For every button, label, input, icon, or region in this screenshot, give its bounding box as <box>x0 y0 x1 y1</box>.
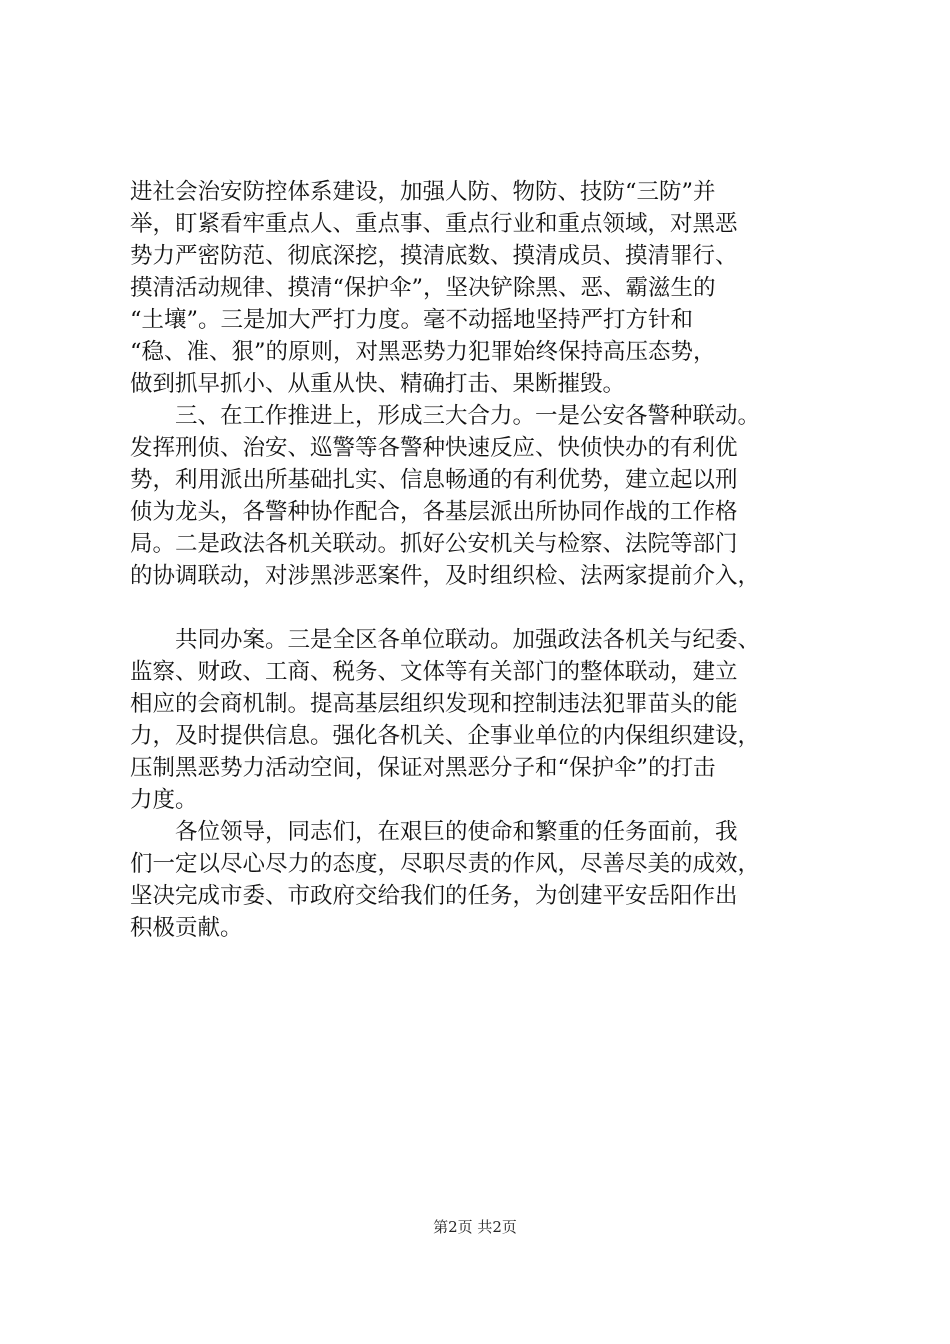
text-line: 侦为龙头，各警种协作配合，各基层派出所协同作战的工作格 <box>130 499 738 525</box>
text-line: 积极贡献。 <box>130 915 243 941</box>
text-line: 做到抓早抓小、从重从快、精确打击、果断摧毁。 <box>130 371 626 397</box>
text-line: 摸清活动规律、摸清“保护伞”，坚决铲除黑、恶、霸滋生的 <box>130 275 716 301</box>
text-line: 压制黑恶势力活动空间，保证对黑恶分子和“保护伞”的打击 <box>130 755 716 781</box>
page-number-footer: 第2页 共2页 <box>433 1218 517 1236</box>
text-line: 监察、财政、工商、税务、文体等有关部门的整体联动，建立 <box>130 659 738 685</box>
text-line: 势，利用派出所基础扎实、信息畅通的有利优势，建立起以刑 <box>130 467 738 493</box>
text-line: 举，盯紧看牢重点人、重点事、重点行业和重点领域，对黑恶 <box>130 211 738 237</box>
text-line: 们一定以尽心尽力的态度，尽职尽责的作风，尽善尽美的成效， <box>130 851 761 877</box>
text-line: 三、在工作推进上，形成三大合力。一是公安各警种联动。 <box>130 403 761 429</box>
text-line: 发挥刑侦、治安、巡警等各警种快速反应、快侦快办的有利优 <box>130 435 738 461</box>
text-line: 力度。 <box>130 787 198 813</box>
text-line: 进社会治安防控体系建设，加强人防、物防、技防“三防”并 <box>130 179 716 205</box>
text-line: 各位领导，同志们，在艰巨的使命和繁重的任务面前，我 <box>130 819 738 845</box>
text-line: “土壤”。三是加大严打力度。毫不动摇地坚持严打方针和 <box>130 307 694 333</box>
text-line: 势力严密防范、彻底深挖，摸清底数、摸清成员、摸清罪行、 <box>130 243 738 269</box>
text-line: 坚决完成市委、市政府交给我们的任务，为创建平安岳阳作出 <box>130 883 738 909</box>
text-line: 相应的会商机制。提高基层组织发现和控制违法犯罪苗头的能 <box>130 691 738 717</box>
text-line: 共同办案。三是全区各单位联动。加强政法各机关与纪委、 <box>130 627 761 653</box>
text-line: 局。二是政法各机关联动。抓好公安机关与检察、法院等部门 <box>130 531 738 557</box>
text-line: 的协调联动，对涉黑涉恶案件，及时组织检、法两家提前介入， <box>130 563 761 589</box>
text-line: “稳、准、狠”的原则，对黑恶势力犯罪始终保持高压态势， <box>130 339 716 365</box>
text-line: 力，及时提供信息。强化各机关、企事业单位的内保组织建设， <box>130 723 761 749</box>
